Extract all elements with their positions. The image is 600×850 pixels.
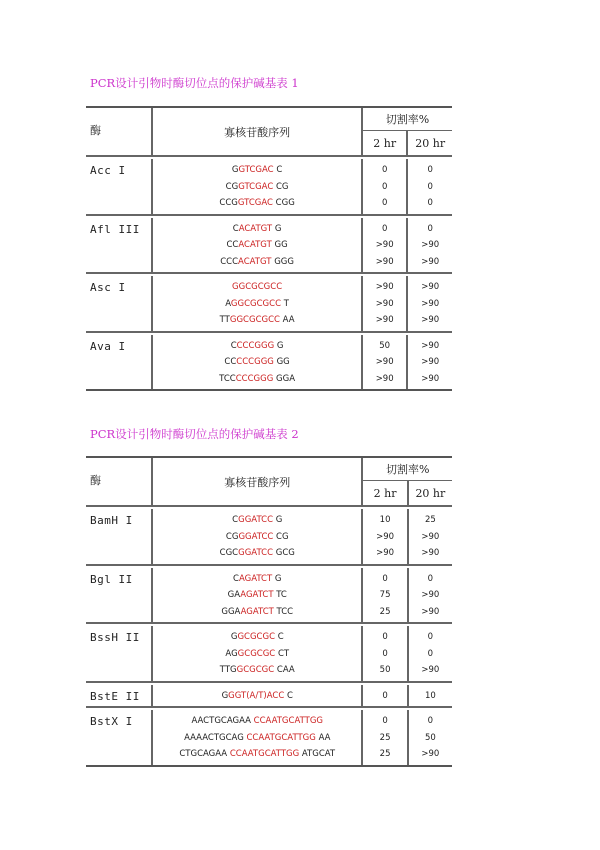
flank-3prime: G: [274, 223, 282, 234]
enzyme-row: [86, 218, 452, 273]
sequence-cell: [153, 335, 363, 390]
sequence-line: [153, 195, 361, 212]
flank-3prime: CAA: [276, 665, 295, 675]
enzyme-name: BamH I: [86, 509, 153, 564]
flank-5prime: TT: [219, 315, 230, 325]
enzyme-table-1: [86, 106, 452, 391]
enzyme-name: BstE II: [86, 685, 153, 707]
flank-5prime: CC: [224, 357, 237, 367]
flank-5prime: TTG: [219, 665, 237, 675]
flank-3prime: T: [283, 298, 289, 309]
recognition-site: AGATCT: [240, 606, 274, 617]
header-row: [86, 458, 452, 481]
cut-rate-2hr: 25: [379, 749, 391, 759]
cut-rate-20hr: 0: [427, 223, 433, 234]
flank-3prime: G: [276, 340, 284, 351]
table-1-title: PCR设计引物时酶切位点的保护碱基表 1: [90, 76, 299, 90]
header-2hr: 2 hr: [363, 131, 409, 155]
cut-2hr-cell: [363, 218, 409, 273]
table-2-title: PCR设计引物时酶切位点的保护碱基表 2: [90, 427, 299, 441]
sequence-line: [153, 296, 361, 313]
header-cut-rate: 切割率%: [363, 458, 452, 481]
flank-3prime: GGG: [274, 256, 294, 267]
recognition-site: AGATCT: [238, 573, 273, 584]
enzyme-table-2: [86, 456, 452, 767]
recognition-site: CCCGGG: [235, 373, 274, 384]
cut-rate-2hr: >90: [375, 240, 394, 250]
sequence-line: [153, 646, 361, 663]
flank-5prime: C: [232, 223, 239, 234]
sequence-line: [153, 354, 361, 371]
cut-rate-2hr: 0: [382, 648, 388, 659]
recognition-site: GGCGCGCC: [230, 298, 282, 309]
recognition-site: GGT(A/T)ACC: [228, 690, 285, 701]
sequence-line: [153, 529, 361, 546]
flank-3prime: CG: [276, 531, 289, 542]
cut-20hr-cell: [408, 276, 452, 331]
sequence-line: [153, 545, 361, 562]
flank-5prime: G: [230, 632, 238, 642]
cut-rate-2hr: >90: [375, 373, 394, 384]
cut-rate-20hr: >90: [421, 240, 440, 250]
flank-5prime: AACTGCAGAA: [191, 716, 251, 726]
flank-3prime: C: [276, 165, 283, 175]
cut-rate-20hr: >90: [421, 665, 440, 675]
cut-rate-20hr: >90: [421, 606, 440, 617]
sequence-cell: [153, 685, 363, 707]
enzyme-row: [86, 710, 452, 765]
sequence-line: [153, 237, 361, 254]
enzyme-name: BstX I: [86, 710, 153, 765]
cut-rate-2hr: 25: [379, 732, 391, 743]
header-sequence: 寡核苷酸序列: [153, 458, 363, 505]
recognition-site: CCAATGCATTGG: [253, 716, 324, 726]
cut-2hr-cell: [363, 710, 408, 765]
flank-5prime: CCG: [219, 198, 238, 208]
flank-3prime: ATGCAT: [301, 749, 336, 759]
cut-2hr-cell: [363, 685, 408, 707]
sequence-line: [153, 604, 361, 621]
sequence-line: [153, 688, 361, 705]
flank-3prime: CT: [277, 648, 290, 659]
flank-5prime: C: [230, 340, 237, 351]
header-2hr: 2 hr: [363, 481, 408, 505]
sequence-cell: [153, 276, 363, 331]
recognition-site: GCGCGC: [236, 665, 275, 675]
recognition-site: GTCGAC: [238, 165, 274, 175]
enzyme-row: [86, 276, 452, 331]
recognition-site: CCAATGCATTGG: [229, 749, 300, 759]
flank-5prime: CCC: [220, 256, 239, 267]
sequence-line: [153, 179, 361, 196]
cut-rate-2hr: 50: [379, 665, 391, 675]
cut-2hr-cell: [363, 335, 409, 390]
enzyme-row: [86, 685, 452, 707]
recognition-site: CCCGGG: [236, 357, 274, 367]
enzyme-name: BssH II: [86, 626, 153, 681]
sequence-line: [153, 221, 361, 238]
flank-3prime: AA: [282, 315, 295, 325]
flank-5prime: TCC: [219, 373, 236, 384]
flank-3prime: TCC: [276, 606, 294, 617]
recognition-site: GGCGCGCC: [232, 282, 283, 292]
cut-rate-20hr: >90: [421, 373, 440, 384]
flank-5prime: C: [233, 573, 239, 584]
cut-rate-20hr: 25: [424, 515, 436, 525]
flank-5prime: CGC: [219, 548, 239, 558]
sequence-line: [153, 713, 361, 730]
cut-2hr-cell: [363, 276, 409, 331]
cut-rate-20hr: 0: [427, 648, 434, 659]
flank-5prime: G: [231, 165, 239, 175]
sequence-line: [153, 371, 361, 388]
flank-3prime: G: [274, 573, 282, 584]
cut-rate-2hr: 0: [382, 716, 388, 726]
header-sequence: 寡核苷酸序列: [153, 108, 363, 155]
sequence-line: [153, 162, 361, 179]
cut-rate-2hr: 0: [382, 573, 388, 584]
flank-5prime: CC: [226, 240, 239, 250]
cut-rate-20hr: 0: [427, 181, 433, 192]
sequence-line: [153, 746, 361, 763]
cut-20hr-cell: [408, 335, 452, 390]
cut-rate-20hr: 0: [427, 198, 433, 208]
recognition-site: GCGCGC: [237, 648, 276, 659]
sequence-line: [153, 254, 361, 271]
cut-20hr-cell: [409, 626, 452, 681]
flank-3prime: GG: [274, 240, 288, 250]
sequence-line: [153, 338, 361, 355]
sequence-cell: [153, 568, 363, 623]
flank-5prime: CG: [225, 531, 239, 542]
enzyme-name: Asc I: [86, 276, 153, 331]
recognition-site: GTCGAC: [237, 198, 273, 208]
enzyme-name: Bgl II: [86, 568, 153, 623]
recognition-site: AGATCT: [240, 590, 274, 600]
header-enzyme: 酶: [86, 458, 153, 505]
cut-rate-2hr: >90: [376, 548, 395, 558]
cut-rate-2hr: >90: [376, 531, 395, 542]
flank-5prime: C: [232, 515, 239, 525]
enzyme-row: [86, 335, 452, 390]
cut-rate-2hr: 10: [379, 515, 391, 525]
cut-rate-20hr: 50: [424, 732, 436, 743]
sequence-line: [153, 312, 361, 329]
enzyme-row: [86, 626, 452, 681]
cut-rate-20hr: >90: [421, 315, 440, 325]
flank-5prime: A: [225, 298, 231, 309]
cut-2hr-cell: [363, 568, 408, 623]
cut-rate-2hr: 0: [382, 632, 388, 642]
cut-rate-20hr: >90: [421, 340, 440, 351]
cut-rate-20hr: >90: [421, 298, 440, 309]
cut-20hr-cell: [409, 685, 452, 707]
enzyme-row: [86, 159, 452, 214]
cut-rate-2hr: >90: [375, 357, 394, 367]
cut-rate-2hr: 50: [379, 340, 391, 351]
cut-20hr-cell: [409, 710, 452, 765]
sequence-line: [153, 512, 361, 529]
recognition-site: GGATCC: [238, 515, 274, 525]
cut-rate-2hr: 0: [382, 690, 388, 701]
flank-5prime: AG: [225, 648, 238, 659]
sequence-cell: [153, 710, 363, 765]
recognition-site: GGATCC: [238, 531, 274, 542]
cut-2hr-cell: [363, 509, 408, 564]
cut-rate-20hr: 0: [427, 632, 434, 642]
cut-rate-20hr: >90: [421, 357, 440, 367]
sequence-line: [153, 279, 361, 296]
cut-rate-2hr: 0: [381, 198, 388, 208]
sequence-line: [153, 730, 361, 747]
sequence-line: [153, 662, 361, 679]
flank-3prime: AA: [318, 732, 331, 743]
flank-5prime: GGA: [221, 606, 241, 617]
recognition-site: GTCGAC: [238, 181, 274, 192]
sequence-line: [153, 629, 361, 646]
flank-3prime: C: [286, 690, 293, 701]
flank-5prime: CTGCAGAA: [179, 749, 228, 759]
enzyme-name: Acc I: [86, 159, 153, 214]
sequence-cell: [153, 509, 363, 564]
header-enzyme: 酶: [86, 108, 153, 155]
header-row: [86, 108, 452, 131]
flank-3prime: GGA: [276, 373, 296, 384]
sequence-line: [153, 571, 361, 588]
sequence-cell: [153, 626, 363, 681]
sequence-line: [153, 587, 361, 604]
flank-3prime: GCG: [275, 548, 295, 558]
sequence-cell: [153, 159, 363, 214]
flank-3prime: G: [275, 515, 283, 525]
cut-rate-20hr: 0: [427, 716, 434, 726]
cut-rate-2hr: 25: [379, 606, 391, 617]
flank-3prime: GG: [276, 357, 290, 367]
cut-20hr-cell: [408, 159, 452, 214]
flank-5prime: AAAACTGCAG: [184, 732, 244, 743]
cut-2hr-cell: [363, 159, 409, 214]
cut-rate-2hr: >90: [375, 256, 394, 267]
recognition-site: ACATGT: [238, 240, 272, 250]
cut-rate-20hr: >90: [421, 531, 440, 542]
cut-rate-2hr: >90: [375, 282, 394, 292]
header-20hr: 20 hr: [415, 136, 446, 150]
recognition-site: GGCGCGCC: [229, 315, 280, 325]
enzyme-name: Afl III: [86, 218, 153, 273]
recognition-site: CCCGGG: [236, 340, 275, 351]
recognition-site: ACATGT: [238, 256, 272, 267]
flank-3prime: C: [277, 632, 284, 642]
cut-rate-20hr: >90: [421, 548, 440, 558]
flank-5prime: G: [221, 690, 229, 701]
cut-rate-2hr: >90: [375, 298, 394, 309]
cut-rate-2hr: 0: [381, 165, 388, 175]
enzyme-row: [86, 509, 452, 564]
flank-3prime: TC: [276, 590, 287, 600]
flank-5prime: GA: [227, 590, 241, 600]
cut-rate-20hr: >90: [421, 749, 440, 759]
cut-rate-20hr: >90: [421, 590, 440, 600]
recognition-site: ACATGT: [238, 223, 273, 234]
recognition-site: GGATCC: [238, 548, 274, 558]
header-20hr: 20 hr: [415, 486, 446, 500]
cut-2hr-cell: [363, 626, 408, 681]
flank-3prime: CG: [276, 181, 289, 192]
flank-5prime: CG: [225, 181, 239, 192]
recognition-site: CCAATGCATTGG: [246, 732, 316, 743]
cut-rate-20hr: 0: [427, 165, 433, 175]
cut-20hr-cell: [409, 509, 452, 564]
sequence-cell: [153, 218, 363, 273]
cut-rate-20hr: >90: [421, 282, 440, 292]
cut-rate-2hr: 0: [381, 181, 388, 192]
cut-rate-20hr: 10: [424, 690, 436, 701]
cut-rate-2hr: 0: [381, 223, 388, 234]
cut-rate-20hr: 0: [427, 573, 434, 584]
cut-rate-20hr: >90: [421, 256, 440, 267]
header-cut-rate: 切割率%: [363, 108, 452, 131]
cut-rate-2hr: >90: [375, 315, 394, 325]
cut-20hr-cell: [409, 568, 452, 623]
enzyme-name: Ava I: [86, 335, 153, 390]
recognition-site: GCGCGC: [237, 632, 276, 642]
enzyme-row: [86, 568, 452, 623]
flank-3prime: CGG: [275, 198, 295, 208]
cut-rate-2hr: 75: [379, 590, 391, 600]
cut-20hr-cell: [408, 218, 452, 273]
